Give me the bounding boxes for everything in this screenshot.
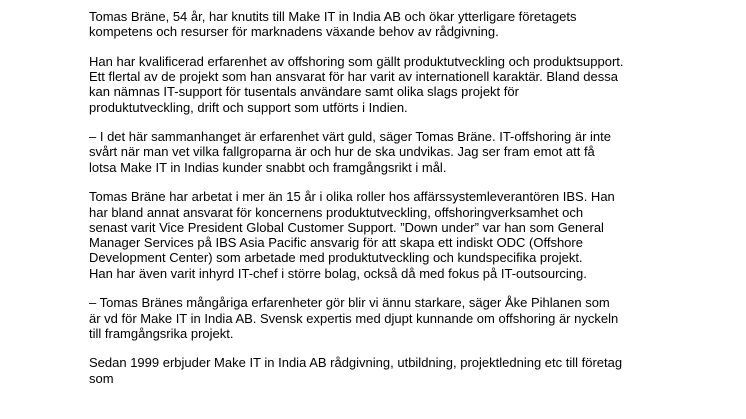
text-line: Han har kvalificerad erfarenhet av offshoring som gällt produktutveckling och produktsupport. [89,53,624,69]
text-line: kan nämnas IT-support för tusentals användare samt olika slags projekt för [89,84,519,100]
text-line: svårt när man vet vilka fallgroparna är och hur de ska undvikas. Jag ser fram emot att få [89,144,595,160]
paragraph-quote-tomas [89,129,709,175]
text-line: produktutveckling, drift och support som utförts i Indien. [89,99,408,115]
text-line: senast varit Vice President Global Customer Support. ”Down under” var han som General [89,219,604,235]
text-line: Ett flertal av de projekt som han ansvarat för har varit av internationell karaktär. Bland dessa [89,69,618,85]
text-line: som [89,370,114,386]
text-line: till framgångsrika projekt. [89,325,234,341]
paragraph-experience [89,54,709,115]
text-line: är vd för Make IT in India AB. Svensk expertis med djupt kunnande om offshoring är nyckeln [89,310,619,326]
text-line: – Tomas Bränes mångåriga erfarenheter gör blir vi ännu starkare, säger Åke Pihlanen som [89,295,610,311]
document-body [89,9,709,400]
text-line: Han har även varit inhyrd IT-chef i större bolag, också då med fokus på IT-outsourcing. [89,265,587,281]
paragraph-background [89,189,709,281]
text-line: Sedan 1999 erbjuder Make IT in India AB rådgivning, utbildning, projektledning etc till företag [89,355,623,371]
text-line: Manager Services på IBS Asia Pacific ansvarig för att skapa ett indiskt ODC (Offshore [89,235,583,251]
text-line: kompetens och resurser för marknadens växande behov av rådgivning. [89,24,499,40]
text-line: Tomas Bräne har arbetat i mer än 15 år i olika roller hos affärssystemleverantören IBS. Han [89,189,615,205]
text-line: Development Center) som arbetade med produktutveckling och kundspecifika projekt. [89,250,583,266]
paragraph-quote-ake [89,295,709,341]
paragraph-announcement [89,9,709,40]
text-line: lotsa Make IT in Indias kunder snabbt och framgångsrikt i mål. [89,159,447,175]
paragraph-company [89,355,709,386]
text-line: – I det här sammanhanget är erfarenhet värt guld, säger Tomas Bräne. IT-offshoring är inte [89,129,611,145]
text-line: har bland annat ansvarat för koncernens produktutveckling, offshoringverksamhet och [89,204,584,220]
text-line: Tomas Bräne, 54 år, har knutits till Make IT in India AB och ökar ytterligare företagets [89,9,577,24]
